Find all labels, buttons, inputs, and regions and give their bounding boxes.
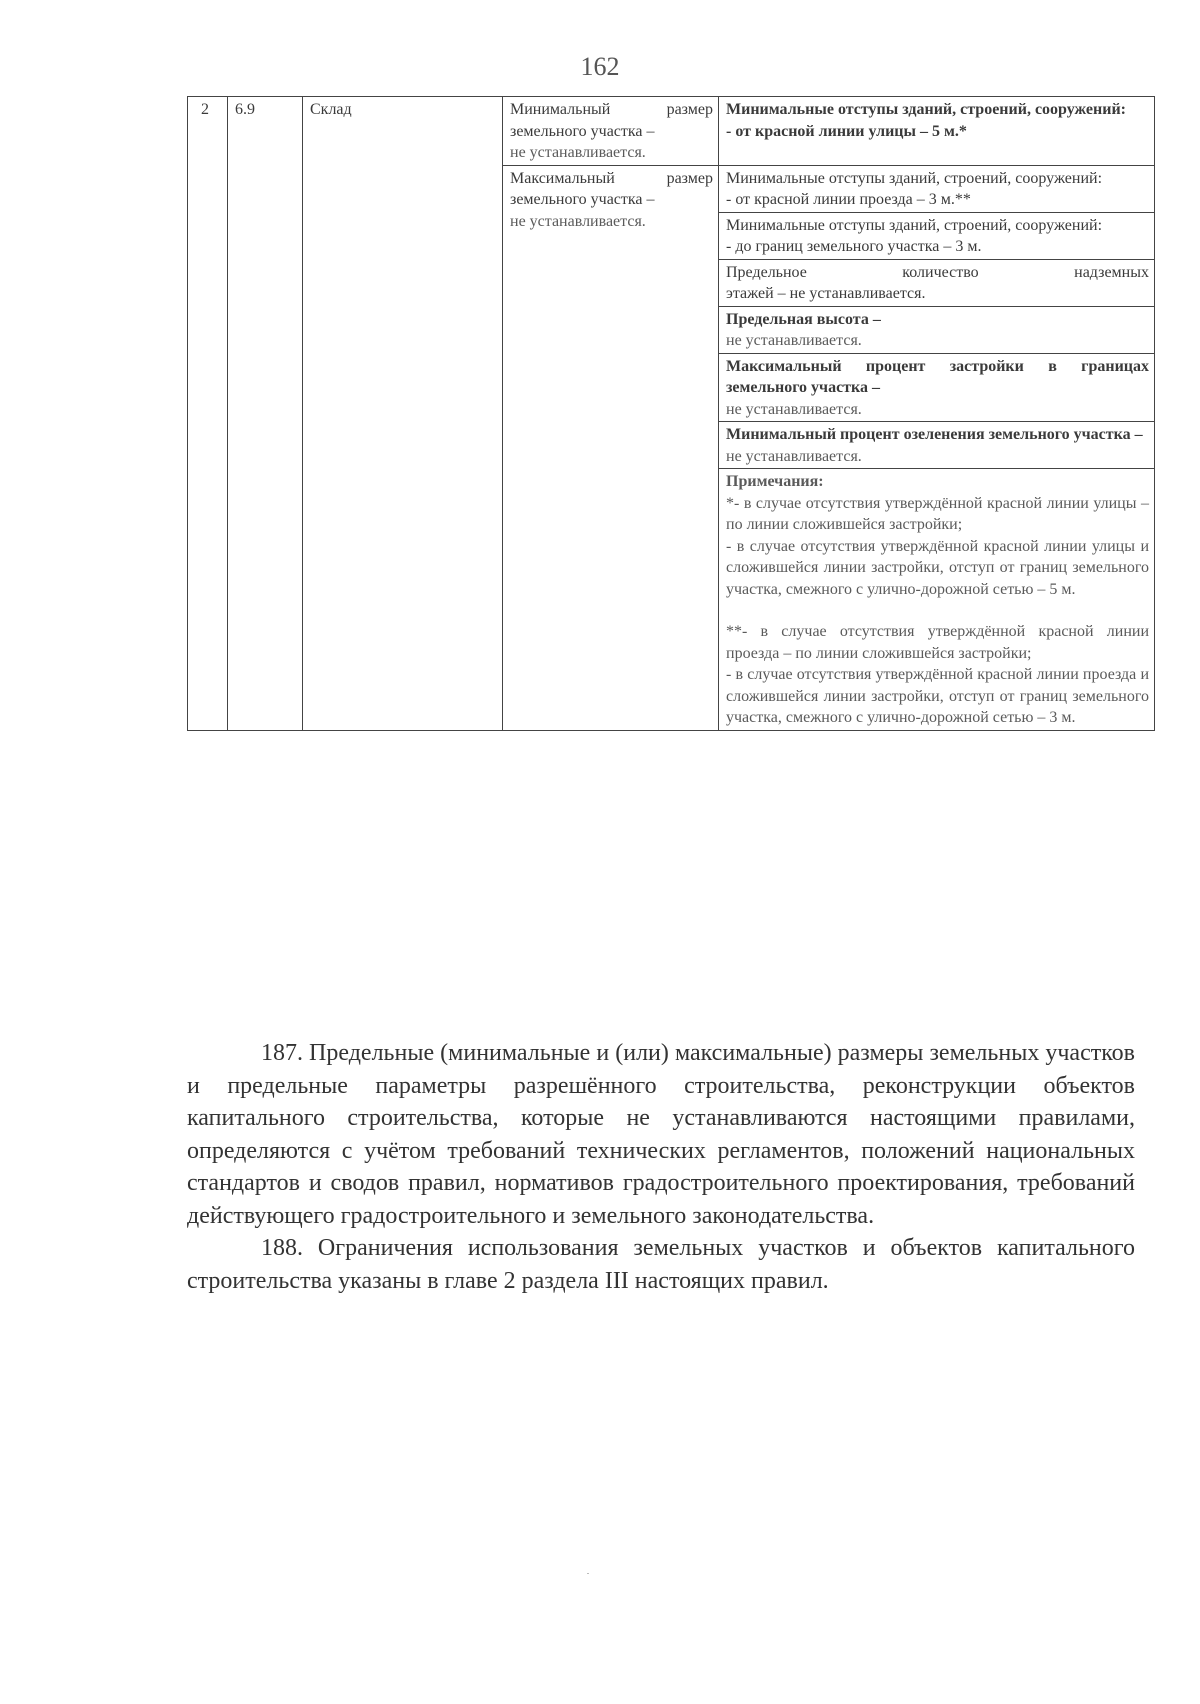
floors-cell	[719, 259, 1155, 306]
max-plot-size-title: Максимальный размер земельного участка –	[510, 169, 713, 208]
notes-cell	[719, 469, 1155, 731]
notes-spacer	[726, 600, 1149, 621]
min-plot-size-cell	[503, 97, 719, 166]
min-plot-size-title: Минимальный размер земельного участка –	[510, 101, 713, 140]
indent-border-cell	[719, 212, 1155, 259]
row-number-cell: 2	[188, 97, 228, 731]
paragraph-188: 188. Ограничения использования земельных участков и объектов капитального строительства указаны в главе 2 раздела III настоящих правил.	[187, 1235, 1135, 1294]
note-street-1: *- в случае отсутствия утверждённой красной линии улицы – по линии сложившейся застройки;	[726, 494, 1149, 533]
indent-border-title: Минимальные отступы зданий, строений, сооружений:	[726, 216, 1103, 234]
page-number: 162	[580, 52, 620, 81]
min-green-percent-value: не устанавливается.	[726, 447, 862, 465]
max-plot-size-value: не устанавливается.	[510, 212, 646, 230]
body-text	[187, 1037, 1135, 1297]
min-plot-size-value: не устанавливается.	[510, 144, 646, 161]
indent-street-title: Минимальные отступы зданий, строений, сооружений:	[726, 101, 1126, 118]
height-title: Предельная высота –	[726, 310, 881, 328]
use-name-cell: Склад	[303, 97, 503, 731]
height-value: не устанавливается.	[726, 332, 862, 349]
indent-passage-value: - от красной линии проезда – 3 м.**	[726, 191, 971, 208]
min-green-percent-title: Минимальный процент озеленения земельного участка –	[726, 426, 1143, 443]
use-code-cell: 6.9	[228, 97, 303, 731]
max-plot-size-cell	[503, 165, 719, 730]
max-build-percent-cell	[719, 353, 1155, 422]
max-build-percent-value: не устанавливается.	[726, 400, 862, 418]
height-cell	[719, 306, 1155, 353]
indent-street-cell	[719, 97, 1155, 166]
note-passage-2: - в случае отсутствия утверждённой красной линии проезда и сложившейся линии застройки, отступ от границ земельного участка, смежного с улично-дорожной сетью – 3 м.	[726, 666, 1149, 726]
note-street-2: - в случае отсутствия утверждённой красной линии улицы и сложившейся линии застройки, отступ от границ земельного участка, смежного с улично-дорожной сетью – 5 м.	[726, 537, 1149, 598]
notes-title: Примечания:	[726, 473, 824, 490]
indent-street-value: - от красной линии улицы – 5 м.*	[726, 122, 967, 140]
note-passage-1: **- в случае отсутствия утверждённой красной линии проезда – по линии сложившейся застройки;	[726, 623, 1149, 662]
min-green-percent-cell	[719, 422, 1155, 469]
indent-border-value: - до границ земельного участка – 3 м.	[726, 238, 982, 255]
scan-speck	[587, 1573, 589, 1574]
floors-value: этажей – не устанавливается.	[726, 285, 926, 302]
regulations-table	[187, 96, 1155, 731]
max-build-percent-title: Максимальный процент застройки в границах земельного участка –	[726, 357, 1149, 396]
floors-title: Предельное количество надземных	[726, 263, 1149, 281]
indent-passage-title: Минимальные отступы зданий, строений, сооружений:	[726, 169, 1103, 187]
paragraph-187: 187. Предельные (минимальные и (или) максимальные) размеры земельных участков и предельные параметры разрешённого строительства, реконструкции объектов капитального строительства, которые не устанавливаются настоящими правилами, определяются с учётом требований технических регламентов, положений национальных стандартов и сводов правил, нормативов градостроительного проектирования, требований действующего градостроительного и земельного законодательства.	[187, 1040, 1135, 1229]
table-row	[188, 97, 1155, 166]
indent-passage-cell	[719, 165, 1155, 212]
